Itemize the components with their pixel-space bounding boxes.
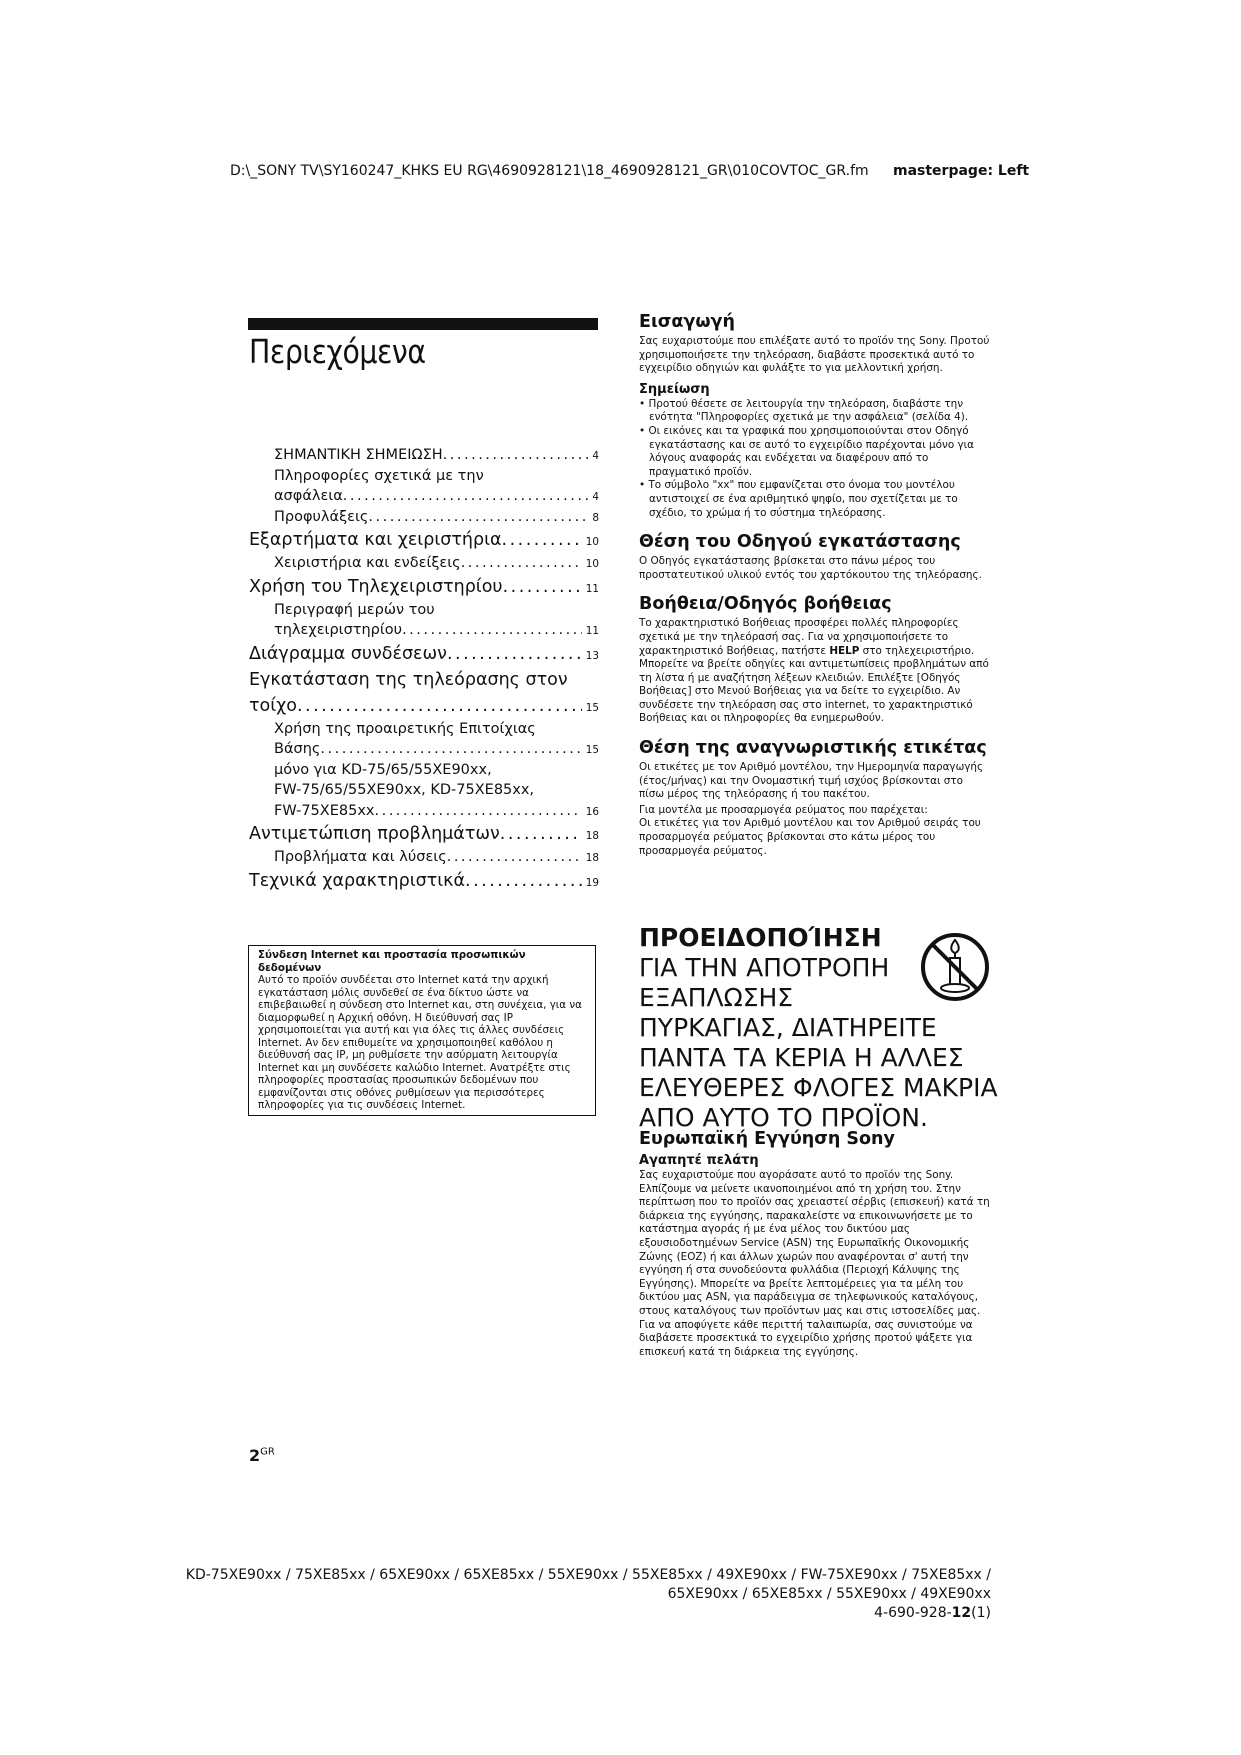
- header-masterpage: masterpage: Left: [893, 163, 1030, 179]
- toc-entry[interactable]: [249, 574, 599, 600]
- toc-entry-page: 4: [592, 450, 599, 462]
- toc-entry-label: Προβλήματα και λύσεις: [274, 849, 447, 865]
- toc-entry-page: 11: [585, 625, 599, 637]
- note-bullet: • Προτού θέσετε σε λειτουργία την τηλεόραση, διαβάστε την ενότητα "Πληροφορίες σχετικά με την ασφάλεια" (σελίδα 4).: [639, 397, 969, 424]
- toc-entry[interactable]: [249, 801, 599, 822]
- toc-entry[interactable]: [249, 600, 599, 621]
- toc-entry-page: 19: [585, 876, 599, 889]
- toc-entry-label: FW-75/65/55XE90xx, KD-75XE85xx,: [274, 782, 535, 798]
- toc-entry[interactable]: [249, 760, 599, 781]
- right-column-top: [639, 312, 991, 858]
- toc-entry-label: Περιγραφή μερών του: [274, 601, 435, 618]
- toc-entry-page: 18: [585, 852, 599, 864]
- table-of-contents: [249, 445, 599, 894]
- help-body-text: Το χαρακτηριστικό Βοήθειας προσφέρει πολλές πληροφορίες σχετικά με την τηλεόρασή σας. Για να χρησιμοποιήσετε το χαρακτηριστικό Βοήθειας, πατήστε: [639, 617, 959, 657]
- toc-entry-page: 15: [585, 744, 599, 756]
- note-bullet: • Οι εικόνες και τα γραφικά που χρησιμοποιούνται στον Οδηγό εγκατάστασης και σε αυτό το εγχειρίδιο παρέχονται μόνο για λόγους αναφοράς και ενδέχεται να διαφέρουν από το πραγματικό προϊόν.: [639, 424, 974, 478]
- warning-line: ΠΑΝΤΑ ΤΑ ΚΕΡΙΑ Η ΑΛΛΕΣ: [639, 1043, 964, 1072]
- toc-entry-label: Τεχνικά χαρακτηριστικά: [249, 870, 466, 891]
- toc-entry[interactable]: [249, 693, 599, 719]
- toc-entry-page: 11: [585, 582, 599, 595]
- warning-title: ΠΡΟΕΙΔΟΠΟΊΗΣΗ: [639, 923, 882, 952]
- help-body: [639, 617, 991, 726]
- toc-entry-page: 8: [592, 511, 599, 524]
- internet-privacy-box: [248, 945, 596, 1116]
- no-candle-icon: [920, 932, 990, 1002]
- help-body-text: στο τηλεχειριστήριο. Μπορείτε να βρείτε οδηγίες και αντιμετωπίσεις προβλημάτων από τη λίστα ή με αναζήτηση λέξεων κλειδιών. Επιλέξτε [Οδηγός Βοήθειας] στο Μενού Βοήθειας για να δείτε το εγχειρίδιο. Αν συνδέσετε την τηλεόραση σας στο internet, το χαρακτηριστικό Βοήθειας και οι πληροφορίες θα ενημερωθούν.: [639, 644, 989, 725]
- note-bullet-text: Το σύμβολο "xx" που εμφανίζεται στο όνομα του μοντέλου αντιστοιχεί σε ένα αριθμητικό ψηφίο, που σχετίζεται με το σχέδιο, το χρώμα ή το σύστημα τηλεόρασης.: [648, 479, 958, 519]
- footer-code-suffix: (1): [971, 1605, 991, 1621]
- warning-line: ΑΠΟ ΑΥΤΟ ΤΟ ΠΡΟΪΟΝ.: [639, 1103, 928, 1132]
- toc-entry[interactable]: [249, 486, 599, 507]
- toc-entry-label: Χρήση του Τηλεχειριστηρίου: [249, 576, 503, 597]
- footer-code-revision: 12: [951, 1605, 972, 1621]
- toc-entry-page: 13: [585, 649, 599, 662]
- label-location-heading: Θέση της αναγνωριστικής ετικέτας: [639, 738, 987, 759]
- page-number-value: 2: [249, 1446, 261, 1465]
- toc-title: Περιεχόμενα: [249, 332, 426, 371]
- footer-code: [186, 1604, 991, 1623]
- toc-entry[interactable]: [249, 445, 599, 466]
- toc-entry-label: Βάσης: [274, 741, 321, 757]
- toc-entry-label: ασφάλεια: [274, 488, 343, 504]
- footer-models-line: KD-75XE90xx / 75XE85xx / 65XE90xx / 65XE85xx / 55XE90xx / 55XE85xx / 49XE90xx / FW-75XE90xx / 75XE85xx /: [185, 1567, 991, 1583]
- warranty-body: Σας ευχαριστούμε που αγοράσατε αυτό το προϊόν της Sony. Ελπίζουμε να μείνετε ικανοποιημένοι από τη χρήση του. Στην περίπτωση που το προϊόν σας χρειαστεί σέρβις (επισκευή) κατά τη διάρκεια της εγγύησης, παρακαλείστε να επικοινωνήσετε με το κατάστημα αγοράς ή με ένα μέλος του δικτύου μας εξουσιοδοτημένων Service (ASN) της Ευρωπαϊκής Οικονομικής Ζώνης (ΕΟΖ) ή και άλλων χωρών που αναφέρονται σ' αυτή την εγγύηση ή στα συνοδεύοντα φυλλάδια (Περιοχή Κάλυψης της Εγγύησης). Μπορείτε να βρείτε λεπτομέρειες για τα μέλη του δικτύου μας ASN, για παράδειγμα σε τηλεφωνικούς καταλόγους, στους καταλόγους των προϊόντων μας και στις ιστοσελίδες μας. Για να αποφύγετε κάθε περιττή ταλαιπωρία, σας συνιστούμε να διαβάσετε προσεκτικά το εγχειρίδιο χρήσης προτού ψάξετε για επισκευή κατά τη διάρκεια της εγγύησης.: [639, 1169, 990, 1358]
- toc-entry-page: 18: [585, 830, 599, 842]
- toc-entry[interactable]: [249, 739, 599, 760]
- toc-entry-page: 10: [585, 558, 599, 570]
- note-bullet-text: Οι εικόνες και τα γραφικά που χρησιμοποιούνται στον Οδηγό εγκατάστασης και σε αυτό το εγχειρίδιο παρέχονται μόνο για λόγους αναφοράς και ενδέχεται να διαφέρουν από το πραγματικό προϊόν.: [648, 424, 974, 478]
- warranty-heading: Ευρωπαϊκή Εγγύηση Sony: [639, 1129, 895, 1149]
- toc-entry[interactable]: [249, 780, 599, 801]
- toc-entry-page: 15: [585, 701, 599, 714]
- header-file-path: D:\_SONY TV\SY160247_KHKS EU RG\4690928121\18_4690928121_GR\010COVTOC_GR.fm: [230, 163, 869, 179]
- toc-entry-page: 16: [585, 805, 599, 818]
- guide-location-heading: Θέση του Οδηγού εγκατάστασης: [639, 532, 961, 553]
- help-heading: Βοήθεια/Οδηγός βοήθειας: [639, 594, 892, 615]
- page-number: [249, 1446, 275, 1465]
- footer-code-prefix: 4-690-928-: [874, 1605, 952, 1621]
- internet-privacy-body: Αυτό το προϊόν συνδέεται στο Internet κατά την αρχική εγκατάσταση μόλις συνδεθεί σε ένα δίκτυο ώστε να επιβεβαιωθεί η σύνδεση στο Internet και, στη συνέχεια, για να διαμορφωθεί η Αρχική οθόνη. Η διεύθυνσή σας IP χρησιμοποιείται για αυτή και για όλες τις άλλες συνδέσεις Internet. Αν δεν επιθυμείτε να χρησιμοποιηθεί καθόλου η διεύθυνσή σας IP, μη ρυθμίσετε την ασύρματη λειτουργία Internet και μη συνδέσετε καλώδιο Internet. Ανατρέξτε στις πληροφορίες προστασίας προσωπικών δεδομένων που εμφανίζονται στις οθόνες ρυθμίσεων για περισσότερες πληροφορίες για τις συνδέσεις Internet.: [258, 974, 582, 1111]
- toc-entry[interactable]: [249, 847, 599, 868]
- toc-entry-label: ΣΗΜΑΝΤΙΚΗ ΣΗΜΕΙΩΣΗ: [274, 447, 443, 463]
- toc-entry[interactable]: [249, 821, 599, 847]
- toc-entry[interactable]: [249, 527, 599, 553]
- toc-entry-label: Χρήση της προαιρετικής Επιτοίχιας: [274, 720, 536, 737]
- toc-entry-label: FW-75XE85xx: [274, 802, 375, 819]
- guide-location-body: Ο Οδηγός εγκατάστασης βρίσκεται στο πάνω μέρος του προστατευτικού υλικού εντός του χαρτόκουτου της τηλεόρασης.: [639, 555, 982, 581]
- footer-models: [186, 1566, 991, 1623]
- toc-entry-label: Αντιμετώπιση προβλημάτων: [249, 824, 500, 844]
- warning-line: ΕΛΕΥΘΕΡΕΣ ΦΛΟΓΕΣ ΜΑΚΡΙΑ: [639, 1073, 998, 1102]
- toc-entry-label: Χειριστήρια και ενδείξεις: [274, 555, 461, 571]
- intro-heading: Εισαγωγή: [639, 312, 735, 332]
- toc-entry[interactable]: [249, 507, 599, 528]
- toc-entry-label: Εξαρτήματα και χειριστήρια: [249, 530, 502, 550]
- toc-entry[interactable]: [249, 553, 599, 574]
- toc-entry-label: μόνο για KD-75/65/55XE90xx,: [274, 761, 492, 778]
- warranty-subheading: Αγαπητέ πελάτη: [639, 1153, 759, 1168]
- toc-entry[interactable]: [249, 667, 599, 693]
- label-location-adapter-body: Οι ετικέτες για τον Αριθμό μοντέλου και τον Αριθμού σειράς του προσαρμογέα ρεύματος βρίσκονται στο κάτω μέρος του προσαρμογέα ρεύματος.: [639, 817, 981, 857]
- warning-line: ΓΙΑ ΤΗΝ ΑΠΟΤΡΟΠΗ: [639, 953, 890, 982]
- toc-entry[interactable]: [249, 868, 599, 894]
- toc-entry[interactable]: [249, 641, 599, 667]
- warranty-section: [639, 1129, 991, 1359]
- help-key-label: HELP: [829, 644, 860, 657]
- toc-entry-page: 10: [585, 536, 599, 548]
- toc-entry-page: 4: [592, 491, 599, 503]
- toc-entry[interactable]: [249, 719, 599, 740]
- warning-line: ΠΥΡΚΑΓΙΑΣ, ΔΙΑΤΗΡΕΙΤΕ: [639, 1013, 937, 1042]
- label-location-adapter-note: Για μοντέλα με προσαρμογέα ρεύματος που παρέχεται:: [639, 803, 928, 816]
- toc-entry-label: τοίχο: [249, 695, 297, 716]
- intro-body: Σας ευχαριστούμε που επιλέξατε αυτό το προϊόν της Sony. Προτού χρησιμοποιήσετε την τηλεόραση, διαβάστε προσεκτικά αυτό το εγχειρίδιο οδηγιών και φυλάξτε το για μελλοντική χρήση.: [639, 335, 990, 375]
- internet-privacy-title: Σύνδεση Internet και προστασία προσωπικών δεδομένων: [258, 949, 526, 974]
- toc-title-bar: [248, 318, 598, 330]
- warning-line: ΕΞΑΠΛΩΣΗΣ: [639, 983, 794, 1012]
- toc-entry-label: Εγκατάσταση της τηλεόρασης στον: [249, 669, 568, 690]
- toc-entry[interactable]: [249, 466, 599, 487]
- toc-entry-label: Διάγραμμα συνδέσεων: [249, 643, 447, 664]
- note-heading: Σημείωση: [639, 381, 710, 397]
- toc-entry-label: Πληροφορίες σχετικά με την: [274, 467, 484, 484]
- toc-entry-label: Προφυλάξεις: [274, 508, 369, 525]
- note-bullet: • Το σύμβολο "xx" που εμφανίζεται στο όνομα του μοντέλου αντιστοιχεί σε ένα αριθμητικό ψηφίο, που σχετίζεται με το σχέδιο, το χρώμα ή το σύστημα τηλεόρασης.: [639, 479, 958, 519]
- note-bullet-text: Προτού θέσετε σε λειτουργία την τηλεόραση, διαβάστε την ενότητα "Πληροφορίες σχετικά με την ασφάλεια" (σελίδα 4).: [648, 397, 969, 424]
- label-location-body: Οι ετικέτες με τον Αριθμό μοντέλου, την Ημερομηνία παραγωγής (έτος/μήνας) και την Ονομαστική τιμή ισχύος βρίσκονται στο πίσω μέρος της τηλεόρασης ή του πακέτου.: [639, 761, 984, 801]
- page-number-suffix: GR: [260, 1446, 275, 1458]
- toc-entry-label: τηλεχειριστηρίου: [274, 622, 403, 638]
- footer-models-line: 65XE90xx / 65XE85xx / 55XE90xx / 49XE90xx: [667, 1586, 991, 1602]
- toc-entry[interactable]: [249, 620, 599, 641]
